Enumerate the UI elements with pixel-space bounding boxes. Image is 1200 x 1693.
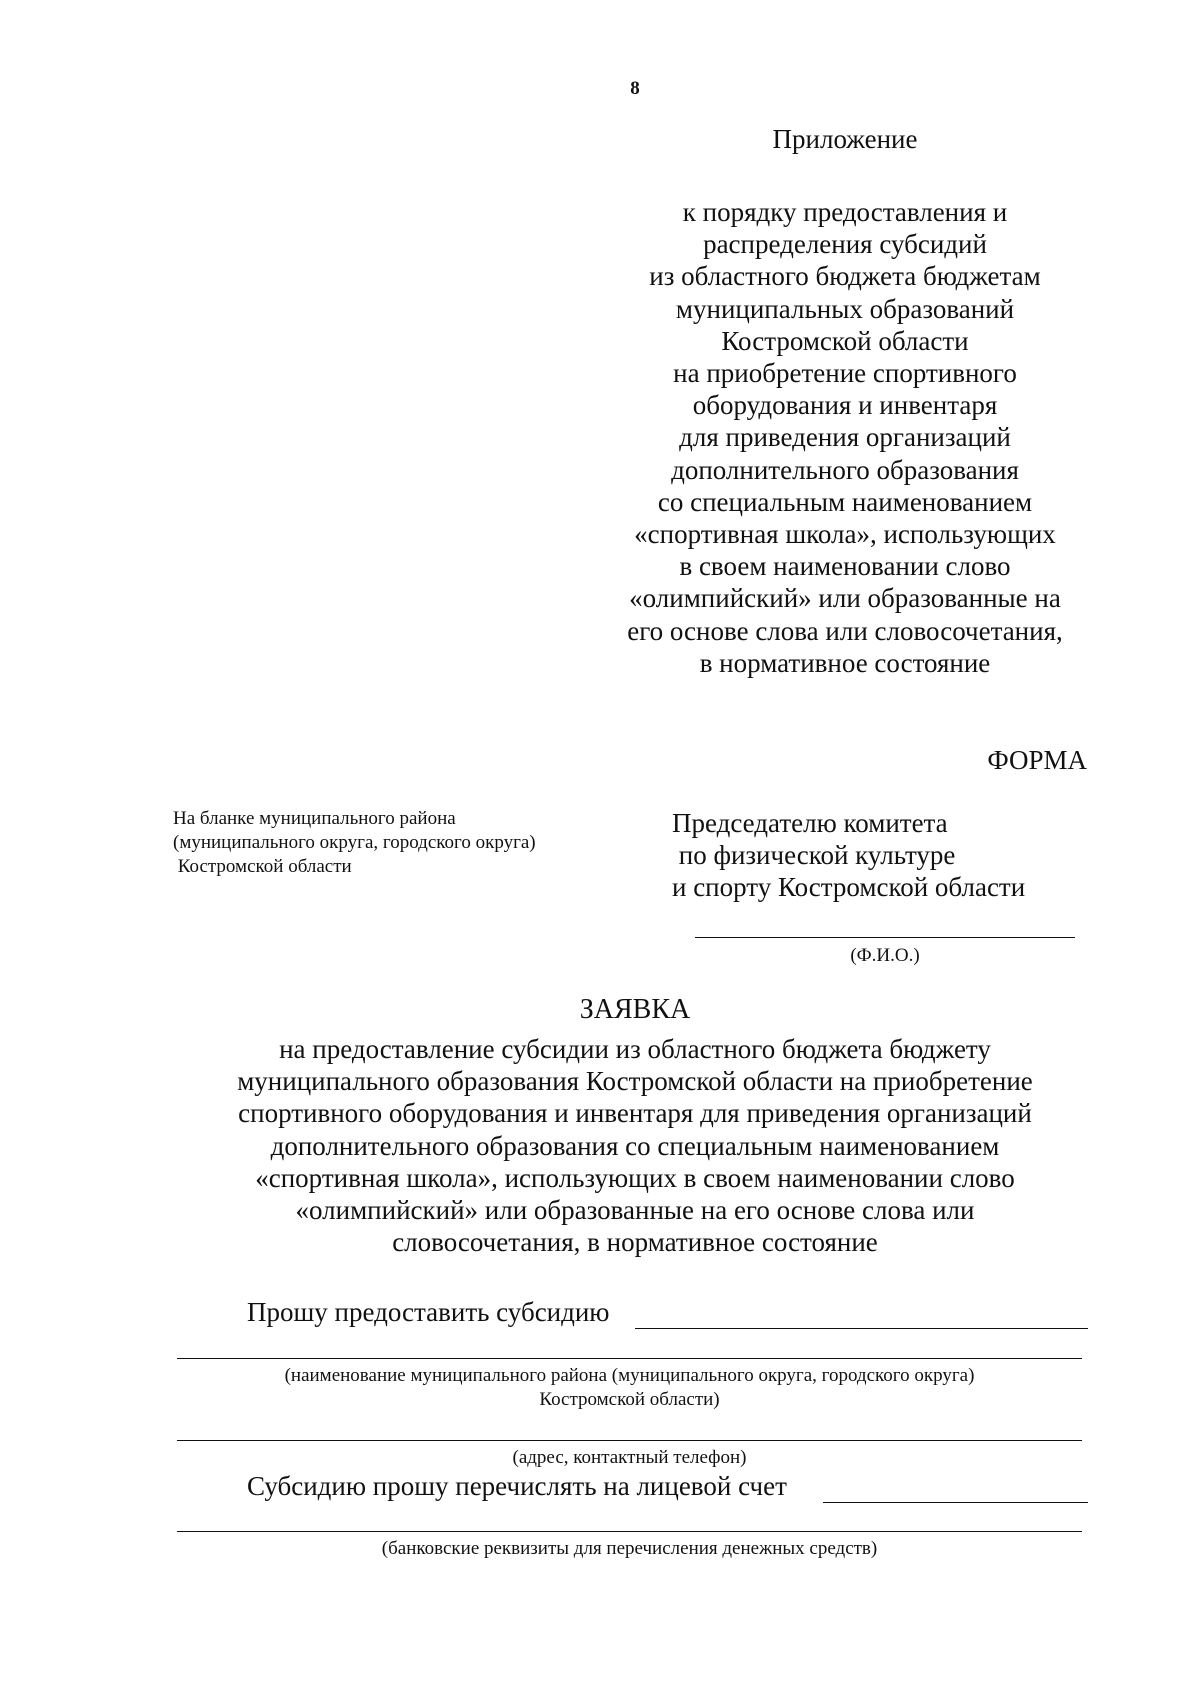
addressee-line: по физической культуре	[672, 840, 956, 870]
account-blank-line[interactable]	[823, 1502, 1088, 1503]
fio-caption: (Ф.И.О.)	[850, 945, 920, 966]
bank-details-caption: (банковские реквизиты для перечисления денежных средств)	[381, 1538, 878, 1559]
request-line: «спортивная школа», использующих в своем наименовании слово	[255, 1162, 1015, 1193]
appendix-line: «олимпийский» или образованные на	[629, 583, 1061, 614]
municipality-caption: (наименование муниципального района (муниципального округа, городского округа)	[284, 1365, 975, 1386]
letterhead-line: Костромской области	[173, 856, 352, 877]
appendix-line: дополнительного образования	[671, 454, 1019, 485]
request-title: ЗАЯВКА	[579, 994, 691, 1025]
request-line: словосочетания, в нормативное состояние	[392, 1227, 878, 1258]
appendix-line: в нормативное состояние	[699, 647, 991, 678]
address-blank-line[interactable]	[177, 1440, 1082, 1441]
bank-details-blank-line[interactable]	[177, 1531, 1082, 1532]
appendix-line: оборудования и инвентаря	[692, 390, 998, 421]
appendix-line: в своем наименовании слово	[679, 551, 1011, 582]
appendix-line: из областного бюджета бюджетам	[649, 261, 1041, 292]
addressee-line: Председателю комитета	[672, 808, 948, 838]
municipality-caption-line2: Костромской области)	[539, 1389, 720, 1410]
subsidy-blank-line[interactable]	[635, 1328, 1088, 1329]
appendix-line: его основе слова или словосочетания,	[627, 615, 1063, 646]
letterhead-line: (муниципального округа, городского округа)	[173, 832, 536, 853]
request-line: дополнительного образования со специальным наименованием	[270, 1130, 1000, 1161]
appendix-line: Костромской области	[721, 325, 969, 356]
appendix-line: со специальным наименованием	[657, 486, 1033, 517]
addressee	[672, 807, 1025, 903]
request-line: муниципального образования Костромской области на приобретение	[237, 1066, 1033, 1097]
municipality-blank-line[interactable]	[177, 1358, 1082, 1359]
fio-blank-line[interactable]	[695, 937, 1075, 938]
appendix-title: Приложение	[772, 124, 918, 154]
address-caption: (адрес, контактный телефон)	[512, 1447, 747, 1468]
appendix-line: для приведения организаций	[679, 422, 1011, 453]
subsidy-request-label: Прошу предоставить субсидию	[247, 1297, 610, 1327]
form-label: ФОРМА	[987, 745, 1087, 775]
request-line: «олимпийский» или образованные на его основе слова или	[295, 1195, 975, 1226]
appendix-line: «спортивная школа», использующих	[634, 519, 1056, 550]
appendix-line: к порядку предоставления и	[682, 197, 1008, 227]
letterhead-note	[173, 807, 536, 879]
appendix-line: на приобретение спортивного	[673, 358, 1017, 389]
request-line: спортивного оборудования и инвентаря для приведения организаций	[238, 1098, 1032, 1129]
account-label: Субсидию прошу перечислять на лицевой счет	[247, 1471, 787, 1501]
page-number: 8	[630, 78, 640, 99]
appendix-line: распределения субсидий	[703, 229, 987, 260]
addressee-line: и спорту Костромской области	[672, 872, 1026, 902]
appendix-text	[620, 196, 1070, 679]
appendix-line: муниципальных образований	[675, 293, 1015, 324]
request-subject	[150, 1033, 1120, 1258]
request-line: на предоставление субсидии из областного бюджета бюджету	[279, 1034, 991, 1064]
letterhead-line: На бланке муниципального района	[173, 808, 456, 829]
